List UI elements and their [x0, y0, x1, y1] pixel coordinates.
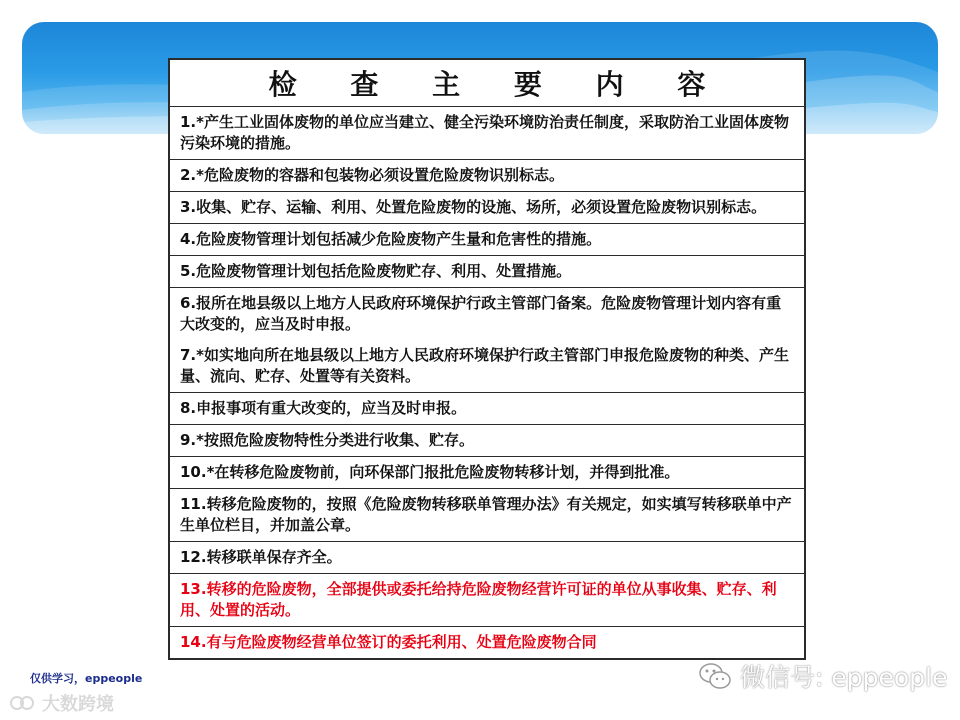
watermark-right	[698, 658, 947, 694]
row-text: 6.报所在地县级以上地方人民政府环境保护行政主管部门备案。危险废物管理计划内容有重大改变的，应当及时申报。	[180, 294, 782, 333]
row-text: 3.收集、贮存、运输、利用、处置危险废物的设施、场所，必须设置危险废物识别标志。	[180, 198, 767, 216]
table-row	[170, 192, 804, 224]
row-text: 13.转移的危险废物，全部提供或委托给持危险废物经营许可证的单位从事收集、贮存、利用、处置的活动。	[180, 580, 777, 619]
row-text: 1.*产生工业固体废物的单位应当建立、健全污染环境防治责任制度，采取防治工业固体废物污染环境的措施。	[180, 113, 789, 152]
row-text: 8.申报事项有重大改变的，应当及时申报。	[180, 399, 467, 417]
table-row	[170, 224, 804, 256]
watermark-logo-icon	[10, 693, 36, 713]
wechat-icon	[698, 661, 732, 691]
table-row	[170, 574, 804, 627]
table-row	[170, 107, 804, 160]
watermark-left-text: 大数跨境	[42, 694, 114, 715]
row-text: 5.危险废物管理计划包括危险废物贮存、利用、处置措施。	[180, 262, 572, 280]
table-row	[170, 288, 804, 340]
watermark-left	[10, 690, 114, 716]
table-row	[170, 489, 804, 542]
table-row	[170, 542, 804, 574]
table-row	[170, 627, 804, 658]
row-text: 2.*危险废物的容器和包装物必须设置危险废物识别标志。	[180, 166, 564, 184]
footer-note: 仅供学习，eppeople	[30, 672, 143, 685]
table-row	[170, 160, 804, 192]
table-title: 检 查 主 要 内 容	[268, 68, 728, 101]
row-text: 14.有与危险废物经营单位签订的委托利用、处置危险废物合同	[180, 633, 597, 651]
row-text: 7.*如实地向所在地县级以上地方人民政府环境保护行政主管部门申报危险废物的种类、产生量、流向、贮存、处置等有关资料。	[180, 346, 789, 385]
table-row	[170, 457, 804, 489]
table-row	[170, 340, 804, 393]
inspection-table	[168, 58, 806, 660]
table-row	[170, 425, 804, 457]
row-text: 4.危险废物管理计划包括减少危险废物产生量和危害性的措施。	[180, 230, 602, 248]
watermark-right-text: 微信号: eppeople	[740, 663, 948, 692]
table-row	[170, 393, 804, 425]
table-header	[170, 60, 804, 107]
row-text: 9.*按照危险废物特性分类进行收集、贮存。	[180, 431, 474, 449]
table-row	[170, 256, 804, 288]
row-text: 10.*在转移危险废物前，向环保部门报批危险废物转移计划，并得到批准。	[180, 463, 680, 481]
row-text: 12.转移联单保存齐全。	[180, 548, 342, 566]
row-text: 11.转移危险废物的，按照《危险废物转移联单管理办法》有关规定，如实填写转移联单中产生单位栏目，并加盖公章。	[180, 495, 792, 534]
